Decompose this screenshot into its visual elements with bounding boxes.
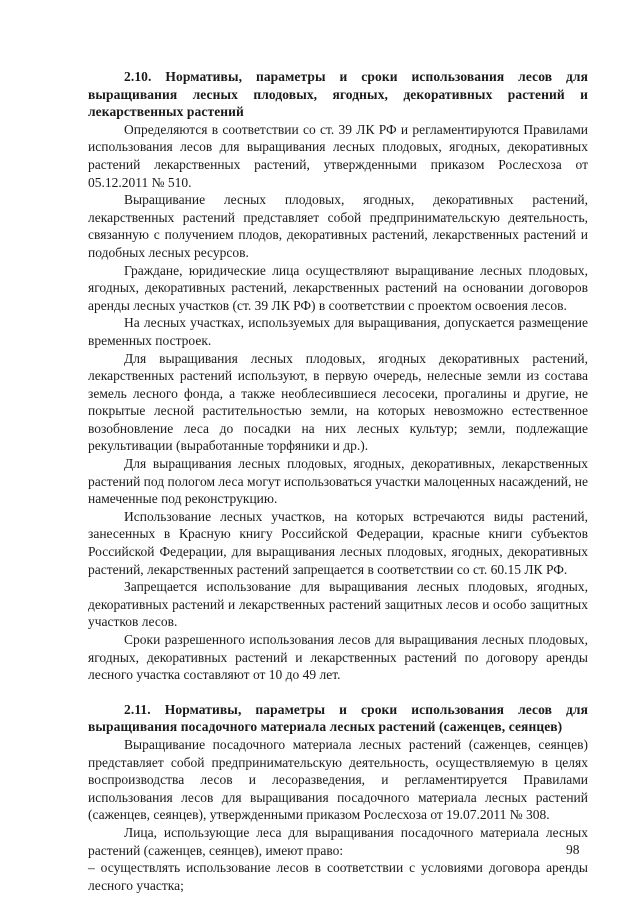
paragraph: Граждане, юридические лица осуществляют выращивание лесных плодовых, ягодных, декоративных растений, лекарственных растений на основании договоров аренды лесных участков (ст. 39 ЛК РФ) в соответствии с проектом освоения лесов.	[88, 262, 588, 313]
paragraph: Сроки разрешенного использования лесов для выращивания лесных плодовых, ягодных, декоративных растений и лекарственных растений по договору аренды лесного участка составляют от 10 до 49 лет.	[88, 632, 588, 683]
paragraph: Лица, использующие леса для выращивания посадочного материала лесных растений (саженцев, сеянцев), имеют право:	[88, 824, 588, 858]
paragraph: Запрещается использование для выращивания лесных плодовых, ягодных, декоративных растений и лекарственных растений защитных лесов и особо защитных участков лесов.	[88, 579, 588, 630]
section-heading-2-11: 2.11. Нормативы, параметры и сроки использования лесов для выращивания посадочного материала лесных растений (саженцев, сеянцев)	[88, 701, 588, 735]
page-number: 98	[566, 842, 580, 857]
page-content	[88, 68, 588, 894]
section-spacer	[88, 684, 588, 701]
paragraph: Определяются в соответствии со ст. 39 ЛК РФ и регламентируются Правилами использования лесов для выращивания лесных плодовых, ягодных, декоративных растений лекарственных растений, утвержденными приказом Рослесхоза от 05.12.2011 № 510.	[88, 121, 588, 190]
paragraph: Выращивание лесных плодовых, ягодных, декоративных растений, лекарственных растений представляет собой предпринимательскую деятельность, связанную с получением плодов, декоративных растений, лекарственных растений и подобных лесных ресурсов.	[88, 192, 588, 260]
paragraph: Для выращивания лесных плодовых, ягодных, декоративных, лекарственных растений под пологом леса могут использоваться участки малоценных насаждений, не намеченные под реконструкцию.	[88, 456, 588, 507]
section-heading-2-10: 2.10. Нормативы, параметры и сроки использования лесов для выращивания лесных плодовых, ягодных, декоративных растений и лекарственных растений	[88, 69, 588, 120]
paragraph: Для выращивания лесных плодовых, ягодных декоративных растений, лекарственных растений используют, в первую очередь, нелесные земли из состава земель лесного фонда, а также необлесившиеся лесосеки, прогалины и другие, не покрытые лесной растительностью земли, на которых невозможно естественное возобновление леса до посадки на них лесных культур; земли, подлежащие рекультивации (выработанные торфяники и др.).	[88, 350, 588, 454]
list-item: – осуществлять использование лесов в соответствии с условиями договора аренды лесного участка;	[88, 860, 588, 893]
paragraph: Выращивание посадочного материала лесных растений (саженцев, сеянцев) представляет собой предпринимательскую деятельность, осуществляемую в целях воспроизводства лесов и лесоразведения, и регламентируется Правилами использования лесов для выращивания посадочного материала лесных растений (саженцев, сеянцев), утвержденными приказом Рослесхоза от 19.07.2011 № 308.	[88, 736, 588, 823]
paragraph: Использование лесных участков, на которых встречаются виды растений, занесенных в Красную книгу Российской Федерации, красные книги субъектов Российской Федерации, для выращивания лесных плодовых, ягодных, декоративных растений, лекарственных растений запрещается в соответствии со ст. 60.15 ЛК РФ.	[88, 508, 588, 577]
paragraph: На лесных участках, используемых для выращивания, допускается размещение временных построек.	[88, 315, 588, 348]
